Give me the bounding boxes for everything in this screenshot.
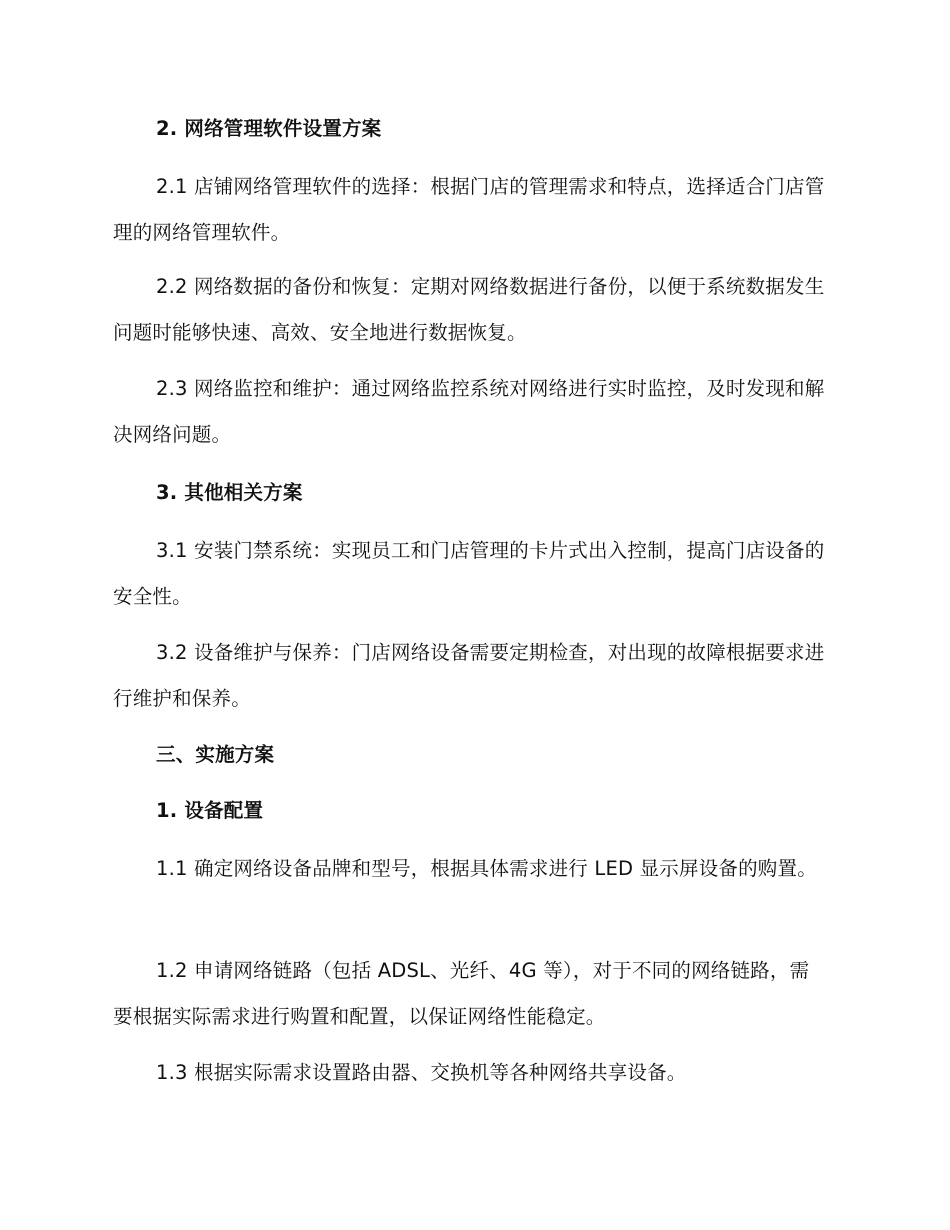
chapter-heading-implementation: 三、实施方案	[156, 743, 275, 766]
paragraph-2-3: 2.3 网络监控和维护：通过网络监控系统对网络进行实时监控，及时发现和解决网络问题。	[113, 377, 825, 446]
paragraph-2-1: 2.1 店铺网络管理软件的选择：根据门店的管理需求和特点，选择适合门店管理的网络管理软件。	[113, 175, 825, 244]
paragraph-3-1: 3.1 安装门禁系统：实现员工和门店管理的卡片式出入控制，提高门店设备的安全性。	[113, 539, 825, 608]
section-heading-network-software: 2. 网络管理软件设置方案	[156, 117, 382, 140]
paragraph-1-3: 1.3 根据实际需求设置路由器、交换机等各种网络共享设备。	[156, 1061, 687, 1084]
section-heading-other-plans: 3. 其他相关方案	[156, 481, 303, 504]
paragraph-3-2: 3.2 设备维护与保养：门店网络设备需要定期检查，对出现的故障根据要求进行维护和保养。	[113, 641, 825, 710]
paragraph-2-2: 2.2 网络数据的备份和恢复：定期对网络数据进行备份，以便于系统数据发生问题时能够快速、高效、安全地进行数据恢复。	[113, 275, 825, 344]
paragraph-1-1: 1.1 确定网络设备品牌和型号，根据具体需求进行 LED 显示屏设备的购置。	[156, 857, 817, 880]
paragraph-1-2: 1.2 申请网络链路（包括 ADSL、光纤、4G 等），对于不同的网络链路，需要根据实际需求进行购置和配置，以保证网络性能稳定。	[113, 959, 810, 1028]
section-heading-device-config: 1. 设备配置	[156, 799, 264, 822]
